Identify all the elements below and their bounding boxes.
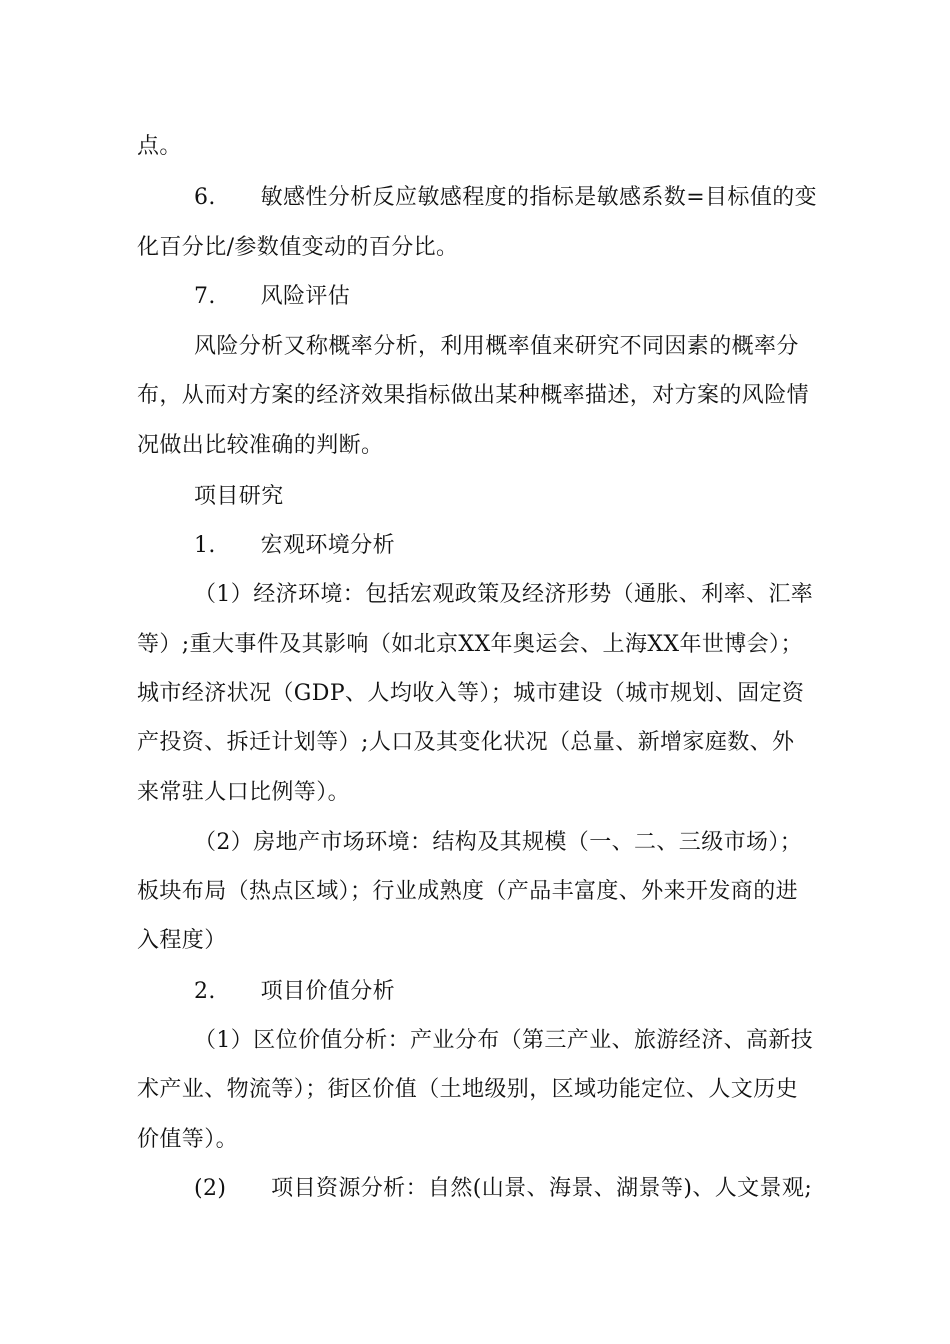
text-line: （2）房地产市场环境：结构及其规模（一、二、三级市场）； xyxy=(194,830,803,855)
text-line: （1）区位价值分析：产业分布（第三产业、旅游经济、高新技 xyxy=(194,1028,814,1053)
text-line: (2) 项目资源分析：自然(山景、海景、湖景等)、人文景观; xyxy=(194,1176,813,1201)
text-line: 点。 xyxy=(137,134,182,159)
text-line: 风险分析又称概率分析，利用概率值来研究不同因素的概率分 xyxy=(194,334,799,359)
text-line: 等）;重大事件及其影响（如北京XX年奥运会、上海XX年世博会）； xyxy=(137,632,803,657)
text-line: 板块布局（热点区域）；行业成熟度（产品丰富度、外来开发商的进 xyxy=(137,879,799,904)
text-line: 化百分比/参数值变动的百分比。 xyxy=(137,235,459,260)
text-line: 2. 项目价值分析 xyxy=(194,979,395,1004)
text-line: 术产业、物流等）；街区价值（土地级别，区域功能定位、人文历史 xyxy=(137,1077,799,1102)
text-line: 7. 风险评估 xyxy=(194,284,351,309)
text-line: 布，从而对方案的经济效果指标做出某种概率描述，对方案的风险情 xyxy=(137,383,810,408)
text-line: 1. 宏观环境分析 xyxy=(194,533,395,558)
text-line: 价值等）。 xyxy=(137,1127,239,1152)
text-line: （1）经济环境：包括宏观政策及经济形势（通胀、利率、汇率 xyxy=(194,582,814,607)
text-line: 入程度） xyxy=(137,928,227,953)
text-line: 来常驻人口比例等）。 xyxy=(137,780,351,805)
text-line: 6. 敏感性分析反应敏感程度的指标是敏感系数=目标值的变 xyxy=(194,185,818,210)
text-line: 产投资、拆迁计划等）;人口及其变化状况（总量、新增家庭数、外 xyxy=(137,730,795,755)
text-line: 况做出比较准确的判断。 xyxy=(137,433,384,458)
text-line: 项目研究 xyxy=(194,484,284,509)
text-line: 城市经济状况（GDP、人均收入等）；城市建设（城市规划、固定资 xyxy=(137,681,805,706)
